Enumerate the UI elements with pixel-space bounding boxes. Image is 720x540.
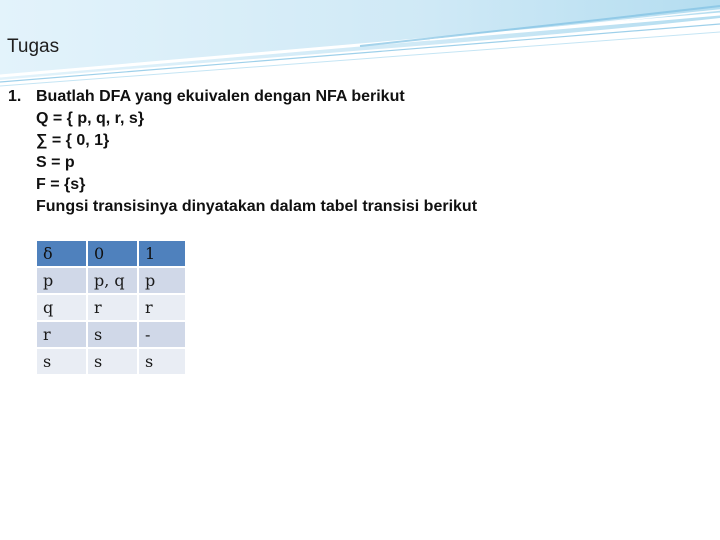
alphabet-definition: ∑ = { 0, 1} bbox=[36, 132, 110, 149]
final-states-definition: F = {s} bbox=[36, 176, 86, 193]
table-cell: r bbox=[88, 295, 137, 320]
header-band-decoration bbox=[0, 0, 720, 90]
table-cell: p bbox=[139, 268, 185, 293]
table-row bbox=[37, 268, 185, 293]
table-header-cell: 1 bbox=[139, 241, 185, 266]
table-header-row bbox=[37, 241, 185, 266]
table-cell: s bbox=[88, 349, 137, 374]
states-definition: Q = { p, q, r, s} bbox=[36, 110, 145, 127]
table-header-cell: δ bbox=[37, 241, 86, 266]
table-header-cell: 0 bbox=[88, 241, 137, 266]
table-cell: - bbox=[139, 322, 185, 347]
task-heading bbox=[8, 86, 708, 108]
task-content bbox=[8, 86, 708, 218]
table-cell: r bbox=[37, 322, 86, 347]
slide-title: Tugas bbox=[7, 36, 60, 57]
table-cell: p, q bbox=[88, 268, 137, 293]
start-state-definition: S = p bbox=[36, 154, 75, 171]
table-cell: p bbox=[37, 268, 86, 293]
table-cell: s bbox=[139, 349, 185, 374]
task-text: Buatlah DFA yang ekuivalen dengan NFA berikut bbox=[36, 88, 405, 105]
transition-function-description: Fungsi transisinya dinyatakan dalam tabel transisi berikut bbox=[36, 198, 478, 215]
table-cell: s bbox=[37, 349, 86, 374]
task-number: 1. bbox=[8, 88, 22, 105]
table-row bbox=[37, 349, 185, 374]
table-row bbox=[37, 322, 185, 347]
table-row bbox=[37, 295, 185, 320]
transition-table bbox=[35, 239, 187, 376]
table-cell: r bbox=[139, 295, 185, 320]
table-cell: q bbox=[37, 295, 86, 320]
table-cell: s bbox=[88, 322, 137, 347]
